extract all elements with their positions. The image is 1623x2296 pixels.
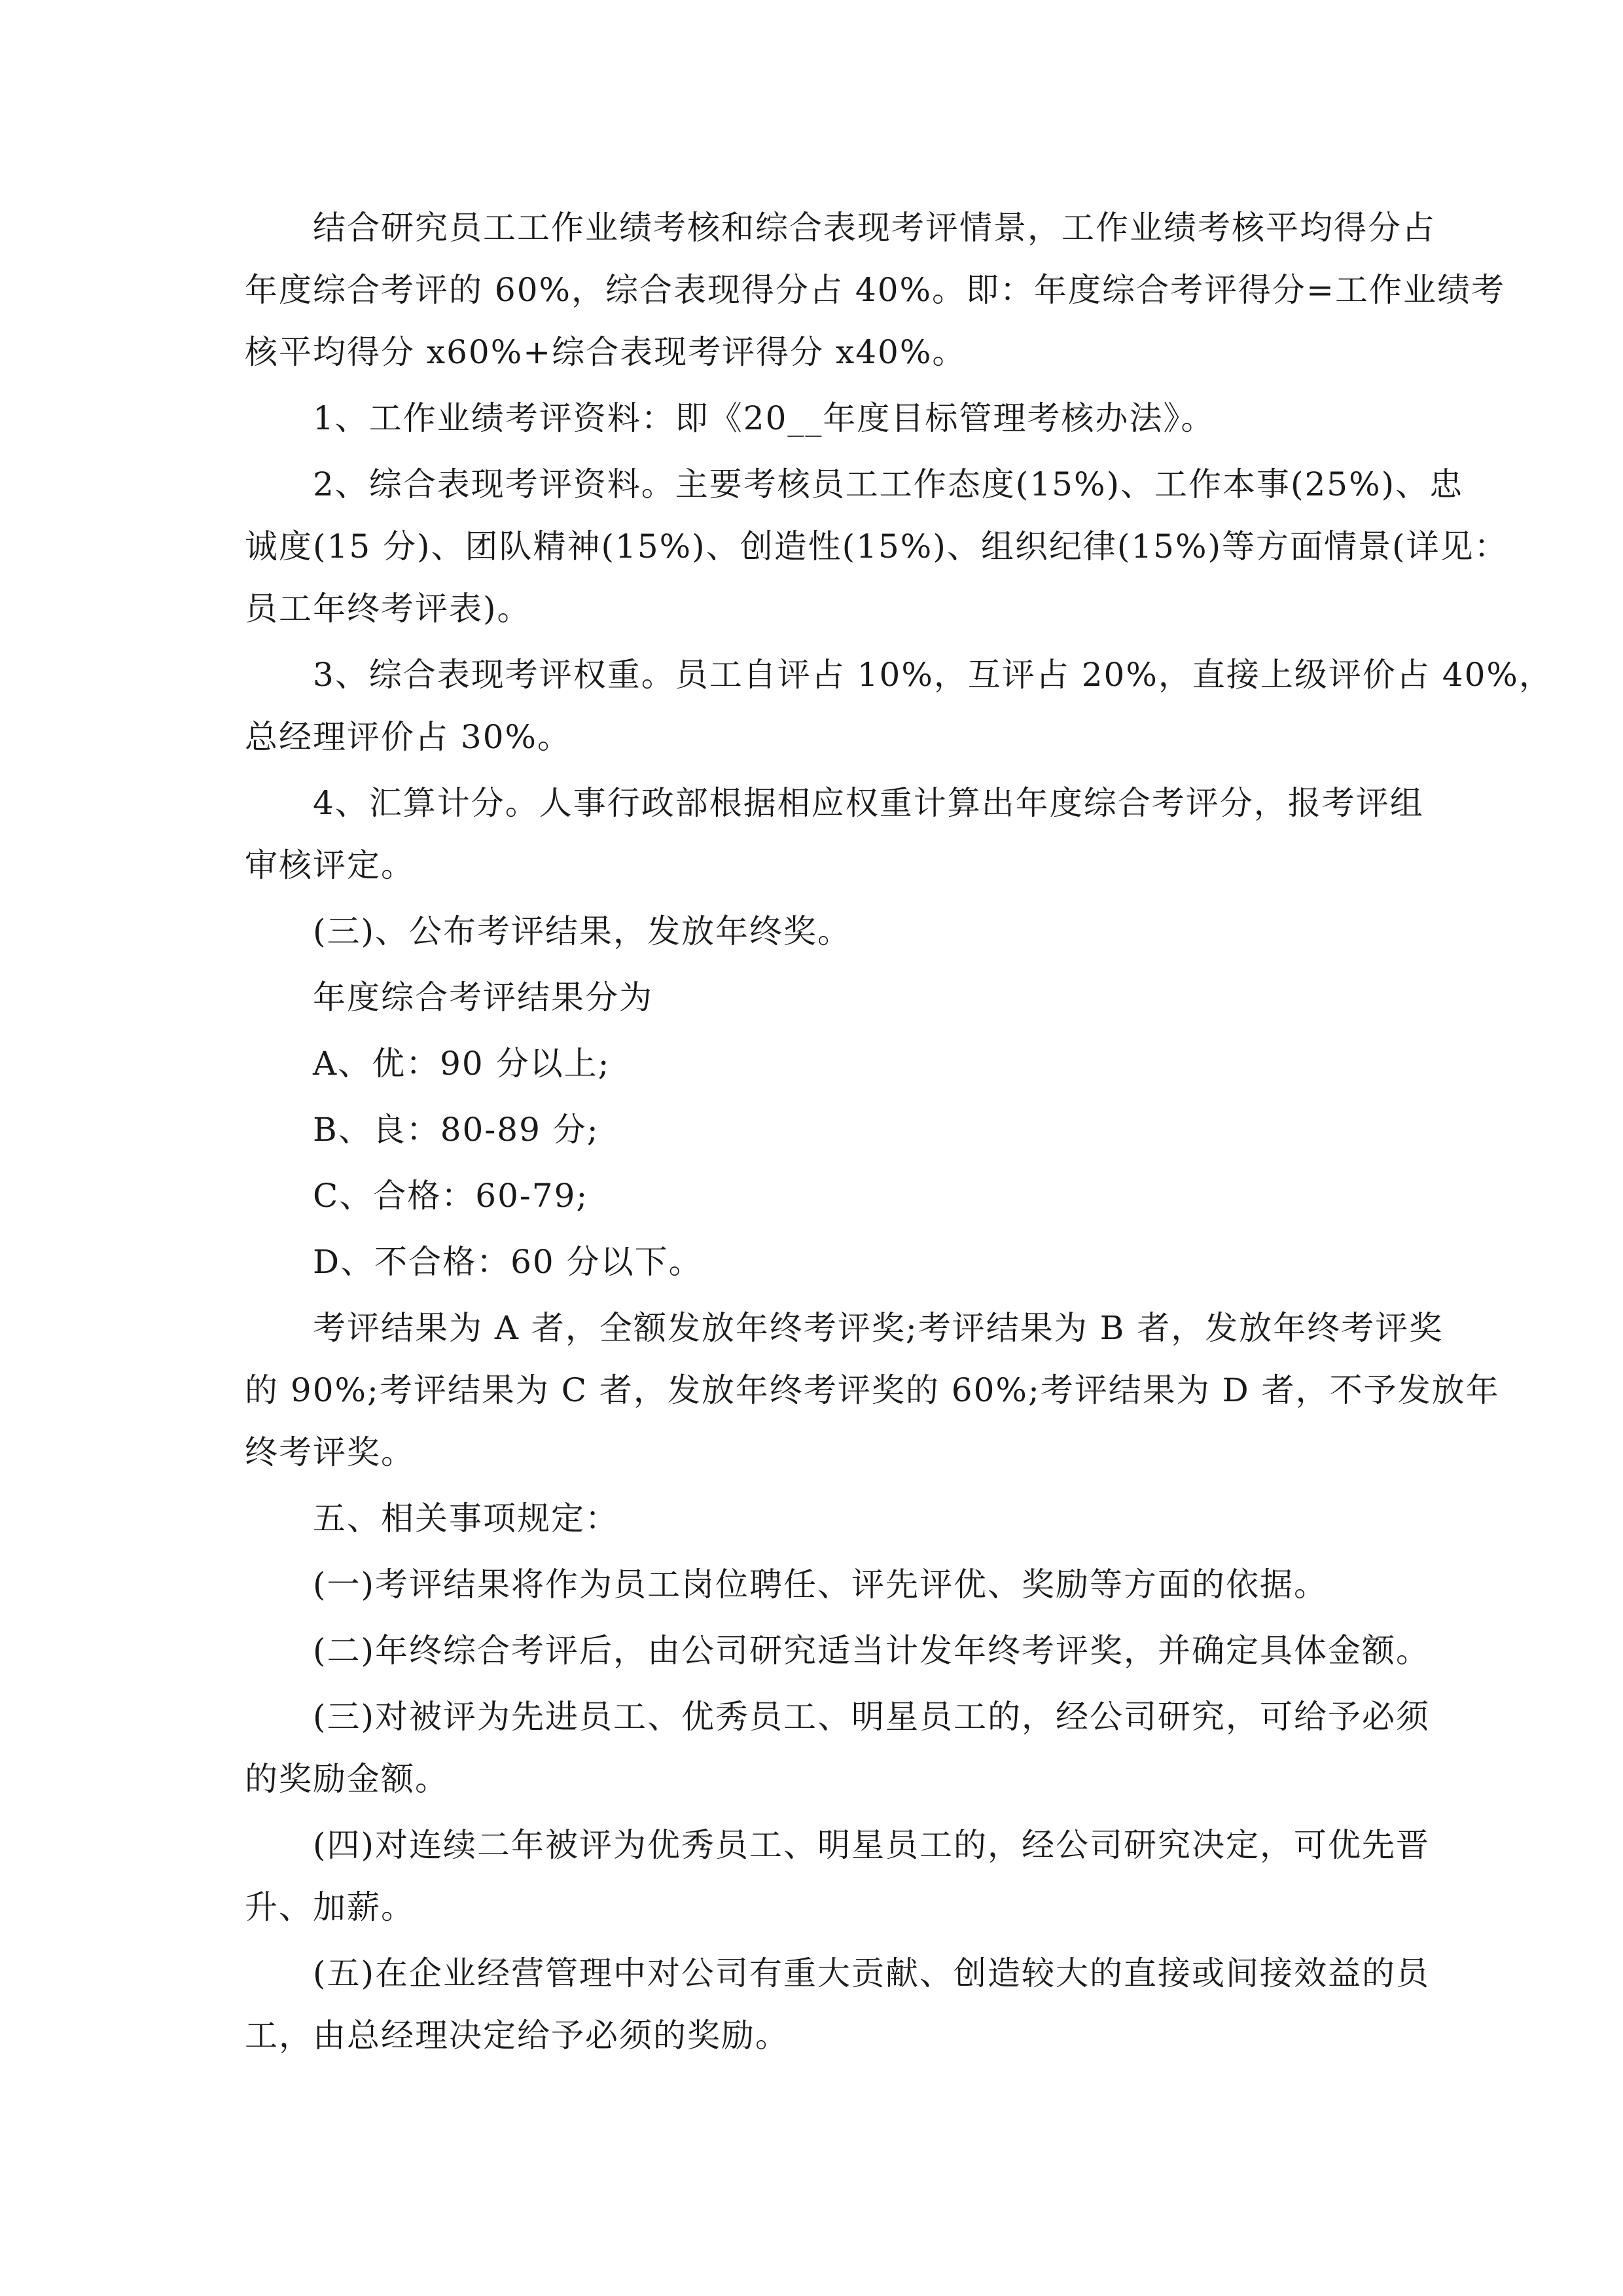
item-4-line-1: 4、汇算计分。人事行政部根据相应权重计算出年度综合考评分，报考评组 [313, 784, 1424, 822]
item-4-line-2: 审核评定。 [245, 846, 415, 884]
bonus-rule-line-1: 考评结果为 A 者，全额发放年终考评奖;考评结果为 B 者，发放年终考评奖 [313, 1309, 1444, 1347]
paragraph-1-line-3: 核平均得分 x60%+综合表现考评得分 x40%。 [245, 333, 967, 371]
rule-5-line-2: 工，由总经理决定给予必须的奖励。 [245, 2017, 789, 2054]
rule-4-line-1: (四)对连续二年被评为优秀员工、明星员工的，经公司研究决定，可优先晋 [313, 1826, 1431, 1864]
item-2-line-2: 诚度(15 分)、团队精神(15%)、创造性(15%)、组织纪律(15%)等方面情景(详见： [245, 528, 1508, 565]
rule-3-line-1: (三)对被评为先进员工、优秀员工、明星员工的，经公司研究，可给予必须 [313, 1698, 1431, 1736]
item-3-line-2: 总经理评价占 30%。 [245, 718, 572, 756]
rule-1: (一)考评结果将作为员工岗位聘任、评先评优、奖励等方面的依据。 [313, 1566, 1329, 1604]
bonus-rule-line-2: 的 90%;考评结果为 C 者，发放年终考评奖的 60%;考评结果为 D 者，不予发放年 [245, 1371, 1500, 1409]
rule-5-line-1: (五)在企业经营管理中对公司有重大贡献、创造较大的直接或间接效益的员 [313, 1954, 1431, 1992]
paragraph-1-line-2: 年度综合考评的 60%，综合表现得分占 40%。即：年度综合考评得分=工作业绩考 [245, 271, 1505, 309]
grade-d: D、不合格：60 分以下。 [313, 1243, 703, 1281]
item-3-line-1: 3、综合表现考评权重。员工自评占 10%，互评占 20%，直接上级评价占 40%， [313, 656, 1553, 694]
bonus-rule-line-3: 终考评奖。 [245, 1433, 415, 1471]
item-1-line-1: 1、工作业绩考评资料：即《20__年度目标管理考核办法》。 [313, 399, 1215, 437]
grade-a: A、优：90 分以上; [313, 1045, 611, 1083]
item-2-line-3: 员工年终考评表)。 [245, 590, 531, 628]
grade-b: B、良：80-89 分; [313, 1111, 599, 1149]
paragraph-1-line-1: 结合研究员工工作业绩考核和综合表现考评情景，工作业绩考核平均得分占 [313, 209, 1436, 247]
section-3-heading: (三)、公布考评结果，发放年终奖。 [313, 912, 852, 950]
rule-4-line-2: 升、加薪。 [245, 1888, 415, 1926]
result-categories-intro: 年度综合考评结果分为 [313, 978, 653, 1016]
rule-2: (二)年终综合考评后，由公司研究适当计发年终考评奖，并确定具体金额。 [313, 1632, 1431, 1670]
grade-c: C、合格：60-79; [313, 1177, 589, 1215]
rule-3-line-2: 的奖励金额。 [245, 1760, 449, 1798]
item-2-line-1: 2、综合表现考评资料。主要考核员工工作态度(15%)、工作本事(25%)、忠 [313, 465, 1464, 503]
section-5-heading: 五、相关事项规定： [313, 1499, 619, 1537]
